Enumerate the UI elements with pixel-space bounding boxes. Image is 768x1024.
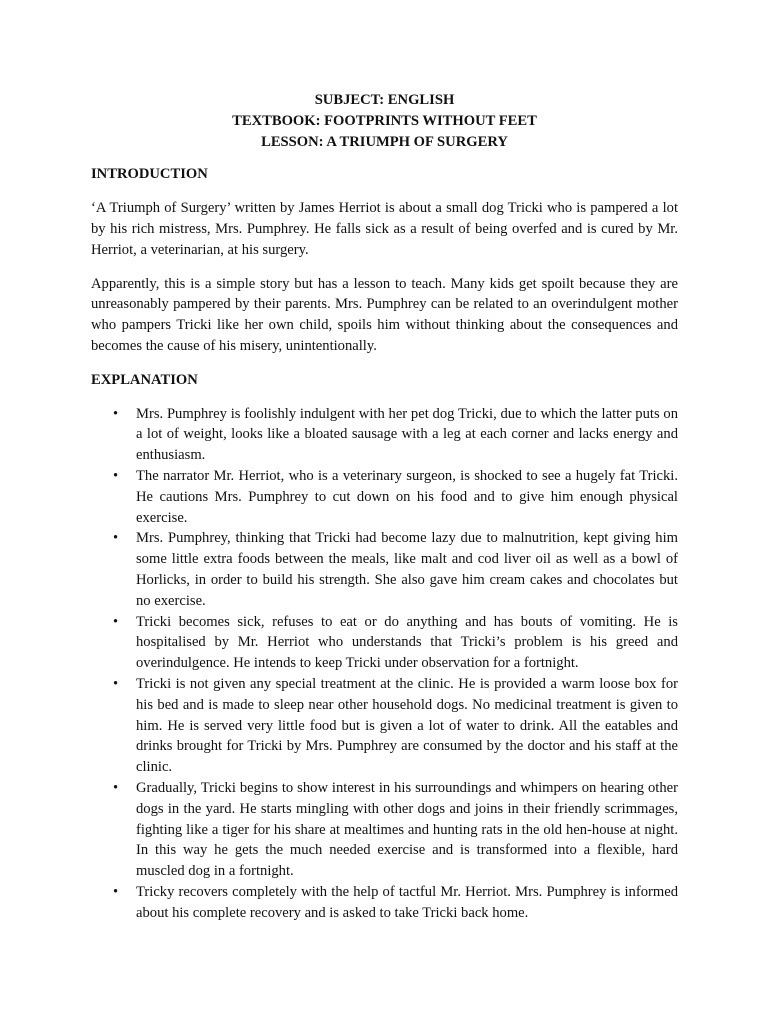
bullet-icon: • [113,613,119,630]
textbook-heading: TEXTBOOK: FOOTPRINTS WITHOUT FEET [232,112,537,129]
list-item [91,882,678,924]
list-item-text: Mrs. Pumphrey, thinking that Tricki had become lazy due to malnutrition, kept giving him some little extra foods between the meals, like malt and cod liver oil as well as a bowl of Horlicks, in order to build his strength. She also gave him cream cakes and chocolates but no exercise. [136,530,678,609]
list-item-text: Tricki is not given any special treatment at the clinic. He is provided a warm loose box for his bed and is made to sleep near other household dogs. No medicinal treatment is given to him. He is served very little food but is given a lot of water to drink. All the eatables and drinks brought for Tricki by Mrs. Pumphrey are consumed by the doctor and his staff at the clinic. [136,675,678,776]
introduction-title: INTRODUCTION [91,166,208,183]
list-item [91,778,678,882]
list-item [91,466,678,528]
document-page [91,90,678,923]
introduction-paragraph-1: ‘A Triumph of Surgery’ written by James Herriot is about a small dog Tricki who is pampered a lot by his rich mistress, Mrs. Pumphrey. He falls sick as a result of being overfed and is cured by Mr. Herriot, a veterinarian, at his surgery. [91,200,678,258]
bullet-icon: • [113,405,119,422]
list-item-text: Gradually, Tricki begins to show interest in his surroundings and whimpers on hearing other dogs in the yard. He starts mingling with other dogs and joins in their friendly scrimmages, fighting like a tiger for his share at mealtimes and hunting rats in the old hen-house at night. In this way he gets the much needed exercise and is transformed into a flexible, hard muscled dog in a fortnight. [136,779,678,880]
bullet-icon: • [113,675,119,692]
introduction-paragraph-2: Apparently, this is a simple story but has a lesson to teach. Many kids get spoilt because they are unreasonably pampered by their parents. Mrs. Pumphrey can be related to an overindulgent mother who pampers Tricki like her own child, spoils him without thinking about the consequences and becomes the cause of his misery, unintentionally. [91,275,678,354]
list-item-text: Mrs. Pumphrey is foolishly indulgent with her pet dog Tricki, due to which the latter puts on a lot of weight, looks like a bloated sausage with a leg at each corner and lacks energy and enthusiasm. [136,405,678,464]
lesson-heading: LESSON: A TRIUMPH OF SURGERY [261,133,508,150]
list-item [91,528,678,611]
bullet-icon: • [113,467,119,484]
list-item [91,612,678,674]
list-item-text: Tricki becomes sick, refuses to eat or do anything and has bouts of vomiting. He is hospitalised by Mr. Herriot who understands that Tricki’s problem is his greed and overindulgence. He intends to keep Tricki under observation for a fortnight. [136,613,678,672]
explanation-list [91,404,678,924]
bullet-icon: • [113,779,119,796]
list-item [91,674,678,778]
list-item-text: The narrator Mr. Herriot, who is a veterinary surgeon, is shocked to see a hugely fat Tricki. He cautions Mrs. Pumphrey to cut down on his food and to give him enough physical exercise. [136,467,678,526]
list-item-text: Tricky recovers completely with the help of tactful Mr. Herriot. Mrs. Pumphrey is informed about his complete recovery and is asked to take Tricki back home. [136,883,678,921]
explanation-title: EXPLANATION [91,371,198,388]
list-item [91,404,678,466]
bullet-icon: • [113,530,119,547]
document-header [91,90,678,152]
subject-heading: SUBJECT: ENGLISH [314,92,455,108]
bullet-icon: • [113,883,119,900]
